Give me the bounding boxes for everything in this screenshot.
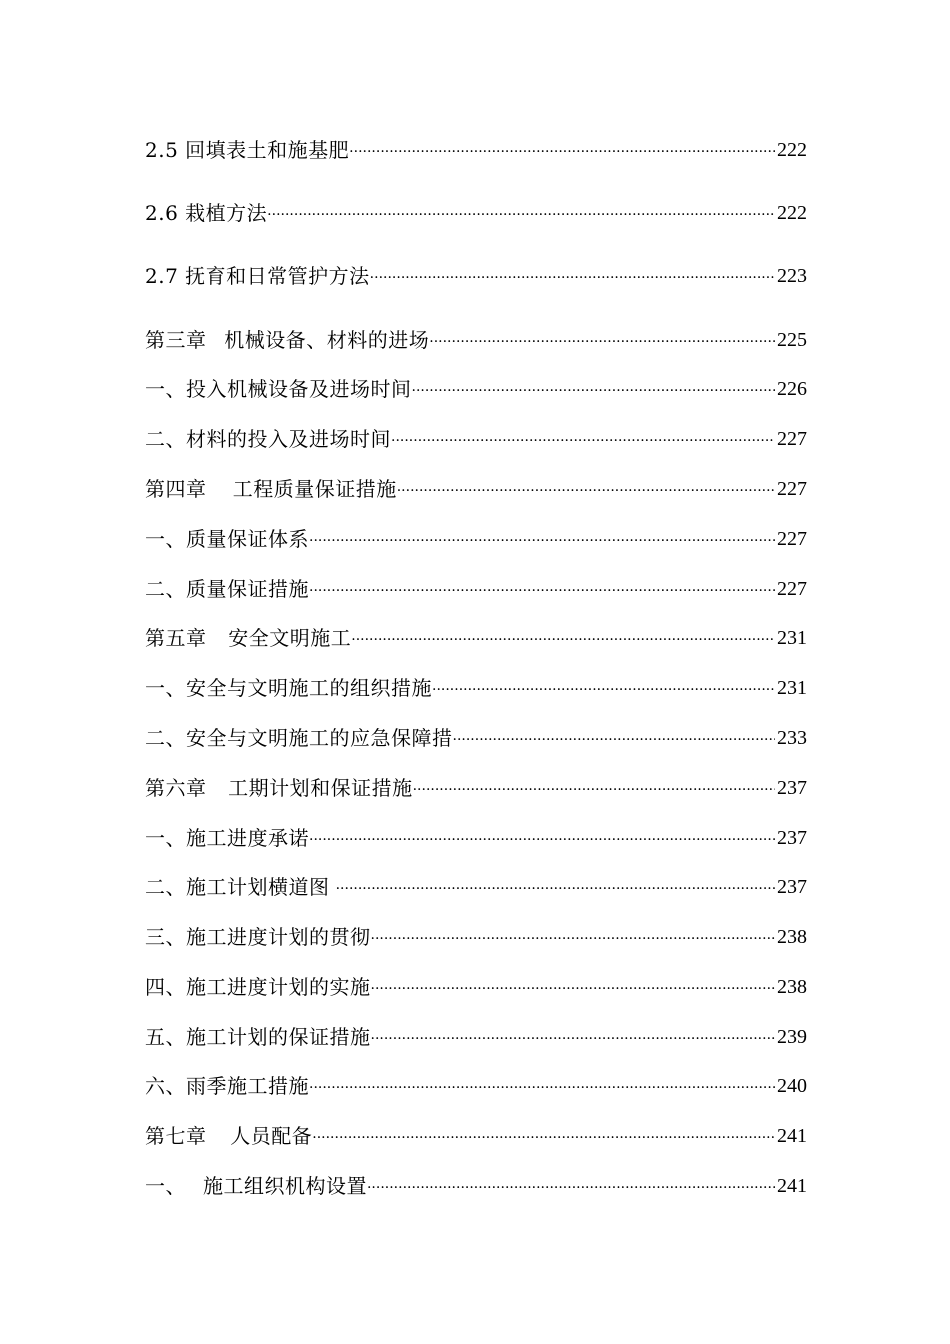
toc-entry[interactable] [145,971,807,1003]
toc-entry[interactable] [145,423,807,455]
toc-leader-dots [391,422,775,457]
toc-entry-label: 一、 [145,1174,186,1198]
toc-leader-dots [432,671,775,706]
toc-leader-dots [453,721,776,756]
toc-page-number: 226 [777,378,807,400]
toc-entry-label: 三、施工进度计划的贯彻 [145,925,371,949]
toc-entry-label: 四、施工进度计划的实施 [145,975,371,999]
toc-entry-label: 一、施工进度承诺 [145,826,309,850]
toc-page-number: 239 [777,1026,807,1048]
toc-page-number: 231 [777,677,807,699]
toc-leader-dots [312,1119,775,1154]
toc-leader-dots [371,1020,776,1055]
toc-chapter-entry[interactable] [145,622,807,654]
toc-entry-label: 2.7 抚育和日常管护方法 [145,264,370,288]
toc-leader-dots [371,920,776,955]
toc-page-number: 237 [777,876,807,898]
toc-page-number: 223 [777,265,807,287]
toc-entry-label: 六、雨季施工措施 [145,1074,309,1098]
toc-chapter-title: 机械设备、材料的进场 [224,328,430,352]
toc-page-number: 231 [777,627,807,649]
toc-entry[interactable] [145,871,807,903]
toc-entry[interactable] [145,722,807,754]
toc-leader-dots [309,572,775,607]
toc-page-number: 237 [777,827,807,849]
toc-chapter-title: 人员配备 [230,1124,313,1148]
toc-entry-label: 2.6 栽植方法 [145,201,268,225]
toc-entry[interactable] [145,921,807,953]
toc-entry-label: 二、施工计划横道图 [145,875,330,899]
toc-chapter-label: 第三章 [145,328,207,352]
toc-entry-label: 一、投入机械设备及进场时间 [145,377,412,401]
toc-chapter-entry[interactable] [145,772,807,804]
toc-entry[interactable] [145,373,807,405]
toc-page-number: 222 [777,202,807,224]
toc-leader-dots [429,323,775,358]
toc-page-number: 240 [777,1075,807,1097]
toc-leader-dots [413,771,775,806]
toc-leader-dots [412,372,776,407]
toc-leader-dots [267,196,775,231]
toc-leader-dots [309,821,775,856]
toc-entry[interactable] [145,1070,807,1102]
toc-entry-label: 二、质量保证措施 [145,577,309,601]
toc-entry-label: 二、安全与文明施工的应急保障措 [145,726,453,750]
toc-entry[interactable] [145,1021,807,1053]
toc-leader-dots [336,870,775,905]
toc-entry-label: 2.5 回填表土和施基肥 [145,138,350,162]
toc-page-number: 241 [777,1125,807,1147]
toc-chapter-entry[interactable] [145,1120,807,1152]
toc-leader-dots [309,1069,775,1104]
toc-chapter-label: 第七章 [145,1124,207,1148]
toc-page-number: 237 [777,777,807,799]
toc-entry[interactable] [145,523,807,555]
toc-entry[interactable] [145,1170,807,1202]
toc-page-number: 225 [777,329,807,351]
toc-leader-dots [349,133,775,168]
toc-chapter-label: 第四章 [145,477,207,501]
toc-chapter-title: 工程质量保证措施 [232,477,397,501]
toc-page-number: 238 [777,926,807,948]
toc-page-number: 227 [777,478,807,500]
toc-page-number: 222 [777,139,807,161]
toc-entry-label: 一、质量保证体系 [145,527,309,551]
toc-page-number: 227 [777,578,807,600]
toc-entry[interactable] [145,260,807,292]
toc-page-number: 227 [777,428,807,450]
toc-leader-dots [371,970,776,1005]
toc-chapter-title: 安全文明施工 [228,626,352,650]
toc-entry[interactable] [145,672,807,704]
toc-leader-dots [367,1169,775,1204]
toc-chapter-entry[interactable] [145,473,807,505]
toc-entry-label: 五、施工计划的保证措施 [145,1025,371,1049]
toc-entry-label: 二、材料的投入及进场时间 [145,427,391,451]
toc-entry-label: 一、安全与文明施工的组织措施 [145,676,432,700]
toc-entry[interactable] [145,134,807,166]
toc-page-number: 233 [777,727,807,749]
toc-entry[interactable] [145,197,807,229]
toc-page-number: 238 [777,976,807,998]
toc-entry[interactable] [145,573,807,605]
toc-leader-dots [309,522,775,557]
toc-page-number: 241 [777,1175,807,1197]
toc-entry-title: 施工组织机构设置 [202,1174,367,1198]
toc-chapter-title: 工期计划和保证措施 [228,776,413,800]
toc-chapter-entry[interactable] [145,324,807,356]
toc-entry[interactable] [145,822,807,854]
toc-leader-dots [351,621,775,656]
toc-chapter-label: 第五章 [145,626,207,650]
toc-leader-dots [397,472,775,507]
toc-chapter-label: 第六章 [145,776,207,800]
toc-page-number: 227 [777,528,807,550]
toc-leader-dots [370,259,775,294]
